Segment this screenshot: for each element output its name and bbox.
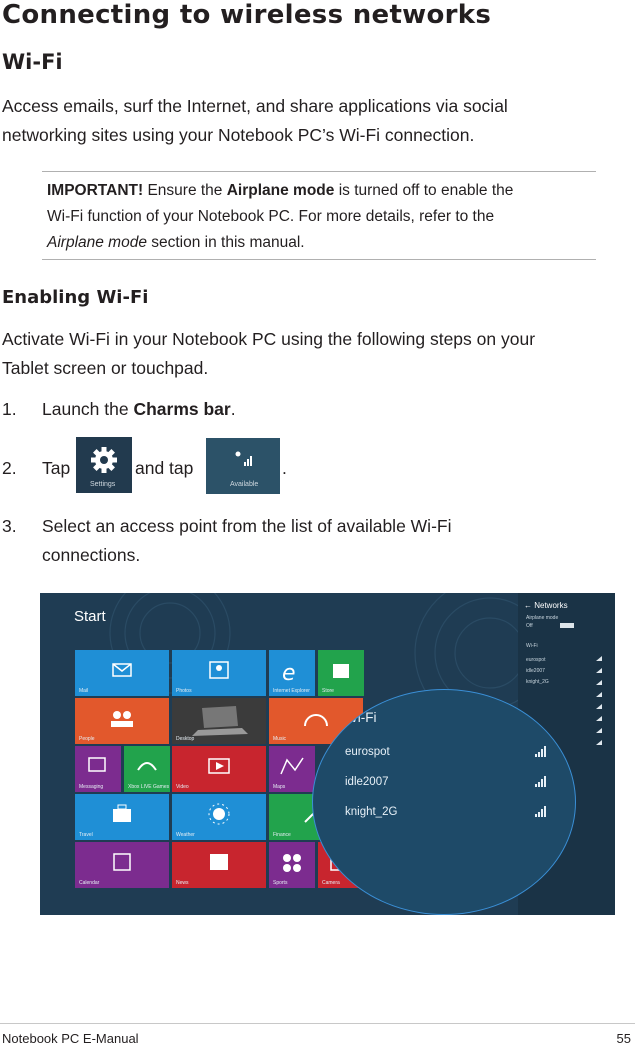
airplane-mode-label: Airplane mode xyxy=(526,615,559,621)
important-line: Wi-Fi function of your Notebook PC. For more details, refer to the xyxy=(47,208,495,225)
network-item-small[interactable]: idle2007 xyxy=(526,668,545,674)
signal-bars-column xyxy=(594,655,606,751)
step-2-and-tap: and tap xyxy=(135,458,194,478)
important-text: is turned off to enable the xyxy=(334,182,514,199)
networks-title: ← Networks xyxy=(524,601,568,610)
tile-video[interactable] xyxy=(172,746,266,792)
important-text: section in this manual. xyxy=(146,234,305,251)
tile-label: Calendar xyxy=(79,880,100,886)
tile-label: People xyxy=(79,736,95,742)
tile-label: Maps xyxy=(273,784,286,790)
step-2-tap: Tap xyxy=(42,458,71,478)
intro-line: Access emails, surf the Internet, and share applications via social xyxy=(2,96,508,116)
svg-text:e: e xyxy=(282,661,296,686)
network-item-small[interactable]: knight_2G xyxy=(526,679,549,685)
section-heading: Wi-Fi xyxy=(2,50,63,74)
tile-desktop[interactable] xyxy=(172,698,266,744)
tile-label: Photos xyxy=(176,688,192,694)
windows-start-screenshot xyxy=(40,593,615,915)
important-top-rule xyxy=(42,171,596,172)
step-line: connections. xyxy=(42,545,141,565)
wifi-zoom-callout xyxy=(312,689,576,915)
airplane-toggle[interactable] xyxy=(560,623,574,628)
tile-sports[interactable] xyxy=(269,842,315,888)
tile-label: Messaging xyxy=(79,784,104,790)
tile-label: Weather xyxy=(176,832,195,838)
tile-internet-explorer[interactable] xyxy=(269,650,315,696)
mail-icon xyxy=(75,650,169,696)
zoom-network-knight[interactable]: knight_2G xyxy=(345,806,398,818)
important-label: IMPORTANT! xyxy=(47,182,144,199)
tile-mail[interactable] xyxy=(75,650,169,696)
tile-label: Finance xyxy=(273,832,291,838)
airplane-mode-italic: Airplane mode xyxy=(47,234,147,251)
subsection-line: Activate Wi-Fi in your Notebook PC using the following steps on your xyxy=(2,329,536,349)
charms-bar-bold: Charms bar xyxy=(133,399,231,419)
tile-label: Desktop xyxy=(176,736,195,742)
tile-label: Xbox LIVE Games xyxy=(128,784,170,790)
tile-maps[interactable] xyxy=(269,746,315,792)
settings-label: Settings xyxy=(90,481,116,488)
intro-paragraph xyxy=(2,92,622,150)
page-number: 55 xyxy=(616,1031,631,1046)
network-label: Available xyxy=(230,481,259,488)
step-3 xyxy=(42,512,451,570)
network-charm-button[interactable] xyxy=(206,438,280,494)
step-number: 2. xyxy=(2,458,17,478)
settings-charm-button[interactable] xyxy=(76,437,132,493)
important-note xyxy=(47,178,592,256)
tile-weather[interactable] xyxy=(172,794,266,840)
subsection-heading: Enabling Wi-Fi xyxy=(2,287,149,308)
tile-travel[interactable] xyxy=(75,794,169,840)
tile-label: Mail xyxy=(79,688,89,694)
tile-messaging[interactable] xyxy=(75,746,121,792)
zoom-network-eurospot[interactable]: eurospot xyxy=(345,746,390,758)
step-number: 1. xyxy=(2,399,17,419)
intro-line: networking sites using your Notebook PC’s Wi-Fi connection. xyxy=(2,125,475,145)
wifi-header-small: Wi-Fi xyxy=(526,643,538,649)
subsection-line: Tablet screen or touchpad. xyxy=(2,358,209,378)
step-number: 3. xyxy=(2,516,17,536)
step-text: . xyxy=(230,399,236,419)
tile-photos[interactable] xyxy=(172,650,266,696)
tile-label: Internet Explorer xyxy=(273,688,310,694)
step-2-end: . xyxy=(282,458,287,478)
zoom-network-idle2007[interactable]: idle2007 xyxy=(345,776,389,788)
tile-people[interactable] xyxy=(75,698,169,744)
step-1 xyxy=(42,395,236,424)
tile-label: Travel xyxy=(79,832,93,838)
start-label: Start xyxy=(74,608,106,625)
tile-label: Music xyxy=(273,736,287,742)
page-title: Connecting to wireless networks xyxy=(2,0,492,30)
airplane-mode-bold: Airplane mode xyxy=(226,182,335,199)
tile-label: News xyxy=(176,880,189,886)
tile-news[interactable] xyxy=(172,842,266,888)
subsection-paragraph xyxy=(2,325,622,383)
footer-manual-title: Notebook PC E-Manual xyxy=(2,1031,139,1046)
zoom-wifi-header: Wi-Fi xyxy=(345,710,377,725)
network-item-small[interactable]: eurospot xyxy=(526,657,546,663)
airplane-mode-state: Off xyxy=(526,623,533,629)
tile-xbox-games[interactable] xyxy=(124,746,170,792)
tile-store[interactable] xyxy=(318,650,364,696)
tile-label: Video xyxy=(176,784,189,790)
step-line: Select an access point from the list of available Wi-Fi xyxy=(42,516,452,536)
important-text: Ensure the xyxy=(143,182,227,199)
step-text: Launch the xyxy=(42,399,134,419)
tile-label: Camera xyxy=(322,880,340,886)
tile-label: Sports xyxy=(273,880,288,886)
zoom-signal-icons xyxy=(533,744,553,824)
tile-calendar[interactable] xyxy=(75,842,169,888)
networks-title-text: Networks xyxy=(534,601,568,610)
important-bottom-rule xyxy=(42,259,596,260)
footer-rule xyxy=(0,1023,635,1024)
tile-label: Store xyxy=(322,688,334,694)
